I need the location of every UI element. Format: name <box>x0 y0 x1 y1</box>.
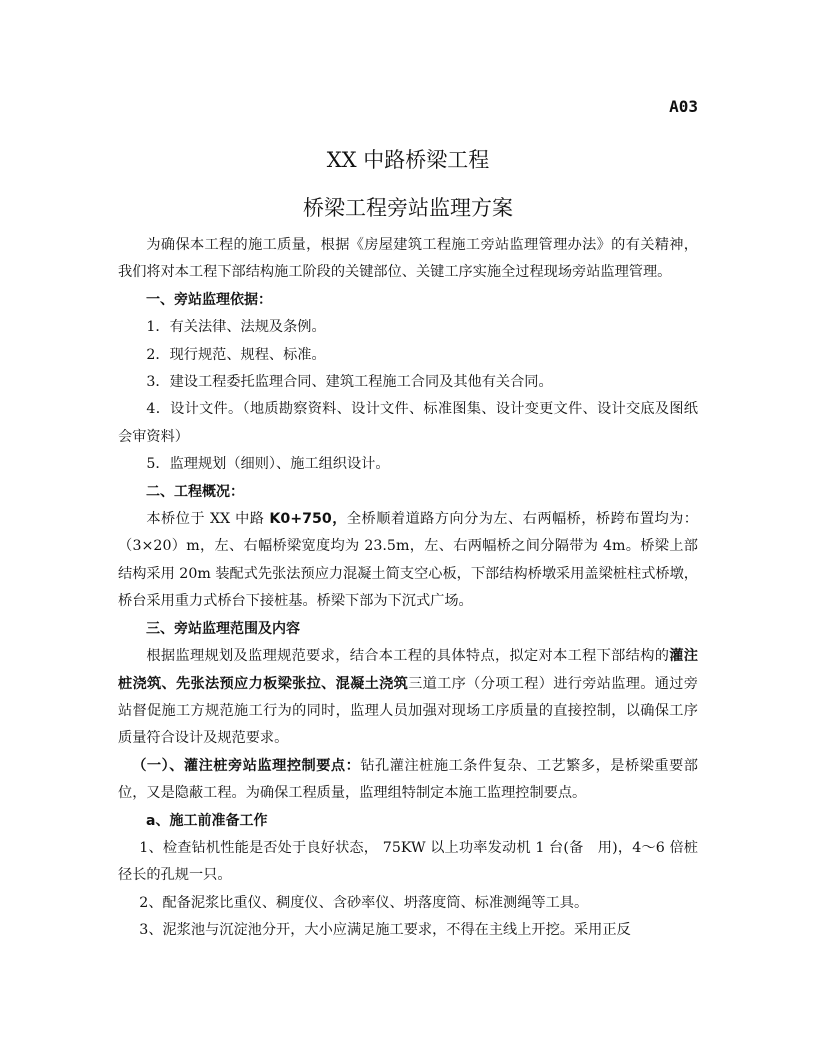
pile-control-heading: （一）、灌注桩旁站监理控制要点： <box>132 757 361 774</box>
list-item: 2、配备泥浆比重仪、稠度仪、含砂率仪、坍落度筒、标准测绳等工具。 <box>139 894 589 911</box>
subsection-heading-preparation: a、施工前准备工作 <box>146 812 268 829</box>
overview-text-rest: 全桥顺着道路方向分为左、右两幅桥，桥跨布置均为：（3×20）m，左、右幅桥梁宽度均为 23.5m，左、右两幅桥之间分隔带为 4m。桥梁上部结构采用 20m 装配式先张法预应力混凝土简支空心板，下部结构桥墩采用盖梁桩柱式桥墩，桥台采用重力式桥台下接桩基。桥梁下部为下沉式广场。 <box>118 511 698 610</box>
section-heading-overview: 二、工程概况： <box>146 483 244 500</box>
list-item: 5．监理规划（细则）、施工组织设计。 <box>146 456 390 473</box>
pile-control-paragraph <box>118 753 698 808</box>
overview-text-start: 本桥位于 XX 中路 <box>146 511 270 528</box>
intro-paragraph: 为确保本工程的施工质量，根据《房屋建筑工程施工旁站监理管理办法》的有关精神，我们将对本工程下部结构施工阶段的关键部位、关键工序实施全过程现场旁站监理管理。 <box>118 237 698 281</box>
document-code: A03 <box>669 97 698 116</box>
scope-paragraph <box>118 643 698 753</box>
document-subtitle: 桥梁工程旁站监理方案 <box>303 196 513 220</box>
list-item: 3．建设工程委托监理合同、建筑工程施工合同及其他有关合同。 <box>146 374 553 391</box>
list-item: 1．有关法律、法规及条例。 <box>146 319 326 336</box>
pile-control-text: 钻孔灌注桩施工条件复杂、工艺繁多，是桥梁重要部位，又是隐蔽工程。为确保工程质量，监理组特制定本施工监理控制要点。 <box>118 757 698 802</box>
list-item: 2．现行规范、规程、标准。 <box>146 346 326 363</box>
list-item: 3、泥浆池与沉淀池分开，大小应满足施工要求，不得在主线上开挖。采用正反 <box>139 922 631 939</box>
list-item: 4．设计文件。（地质勘察资料、设计文件、标准图集、设计变更文件、设计交底及图纸会审资料） <box>118 401 698 445</box>
scope-text-rest: 三道工序（分项工程）进行旁站监理。通过旁站督促施工方规范施工行为的同时，监理人员加强对现场工序质量的直接控制，以确保工序质量符合设计及规范要求。 <box>118 675 698 747</box>
scope-text-start: 根据监理规划及监理规范要求，结合本工程的具体特点，拟定对本工程下部结构的 <box>146 648 670 665</box>
section-heading-basis: 一、旁站监理依据： <box>146 291 272 308</box>
document-body <box>118 232 698 945</box>
overview-paragraph <box>118 506 698 616</box>
overview-station: K0+750， <box>269 511 347 528</box>
scope-procedures: 灌注桩浇筑、先张法预应力板梁张拉、混凝土浇筑 <box>118 648 698 692</box>
document-title: XX 中路桥梁工程 <box>326 148 490 172</box>
section-heading-scope: 三、旁站监理范围及内容 <box>146 620 300 637</box>
list-item: 1、检查钻机性能是否处于良好状态， 75KW 以上功率发动机 1 台(备 用)，4～6 倍桩径长的孔规一只。 <box>118 839 698 884</box>
